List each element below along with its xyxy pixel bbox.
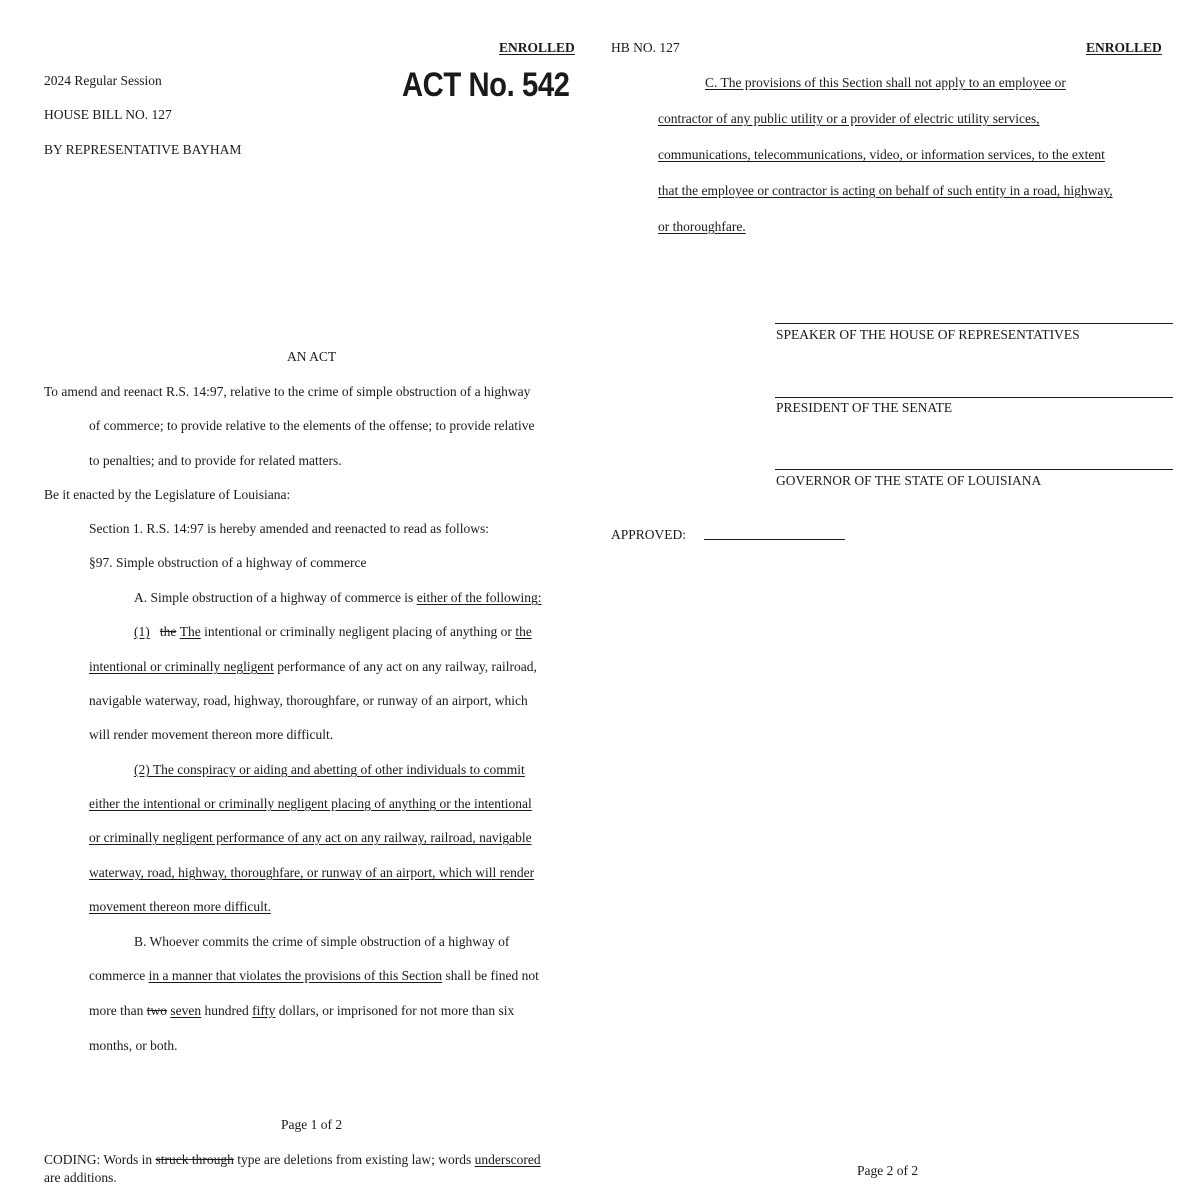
title-line-2: of commerce; to provide relative to the elements of the offense; to provide relative — [89, 418, 535, 433]
b-line-3-deleted: two — [146, 1003, 167, 1018]
p1-number: (1) — [134, 624, 150, 639]
act-number-stamp: ACT No. 542 — [402, 66, 570, 104]
enrolled-label-2: ENROLLED — [1086, 40, 1162, 55]
coding-underscored: underscored — [474, 1152, 541, 1167]
paragraph-2-line-3: or criminally negligent performance of any act on any railway, railroad, navigable — [89, 830, 532, 845]
subsection-b-line-1: B. Whoever commits the crime of simple obstruction of a highway of — [134, 934, 510, 949]
page-1-number: Page 1 of 2 — [281, 1117, 343, 1132]
president-label: PRESIDENT OF THE SENATE — [776, 400, 953, 415]
p1-added: The — [179, 624, 201, 639]
subsection-c-line-2: contractor of any public utility or a provider of electric utility services, — [658, 111, 1040, 126]
coding-note-line-2: are additions. — [44, 1170, 117, 1185]
b-line-3-added: seven — [170, 1003, 202, 1018]
subsection-a-text: A. Simple obstruction of a highway of commerce is — [134, 590, 417, 605]
paragraph-1-line-3: navigable waterway, road, highway, thoroughfare, or runway of an airport, which — [89, 693, 528, 708]
p1-line-2-added: intentional or criminally negligent — [89, 659, 274, 674]
p1-line-1-text: intentional or criminally negligent placing of anything or — [200, 624, 516, 639]
an-act-heading: AN ACT — [287, 349, 337, 364]
president-signature-line — [775, 397, 1173, 398]
subsection-c-line-5: or thoroughfare. — [658, 219, 746, 234]
paragraph-1-line-2 — [89, 659, 537, 675]
p1-deleted: the — [159, 624, 177, 639]
paragraph-2-line-5: movement thereon more difficult. — [89, 899, 271, 914]
b-line-2-added: in a manner that violates the provisions of this Section — [148, 968, 443, 983]
p1-added-2: the — [515, 624, 532, 639]
subsection-c-line-4: that the employee or contractor is acting on behalf of such entity in a road, highway, — [658, 183, 1113, 198]
coding-note — [44, 1152, 541, 1168]
title-line-1: To amend and reenact R.S. 14:97, relative to the crime of simple obstruction of a highway — [44, 384, 531, 399]
hb-number: HB NO. 127 — [611, 40, 680, 55]
subsection-b-line-4: months, or both. — [89, 1038, 178, 1053]
speaker-label: SPEAKER OF THE HOUSE OF REPRESENTATIVES — [776, 327, 1080, 342]
speaker-signature-line — [775, 323, 1173, 324]
paragraph-2-line-2: either the intentional or criminally negligent placing of anything or the intentional — [89, 796, 532, 811]
paragraph-1-line-4: will render movement thereon more difficult. — [89, 727, 334, 742]
b-line-3-text-b: hundred — [201, 1003, 253, 1018]
title-line-3: to penalties; and to provide for related matters. — [89, 453, 342, 468]
b-line-3-text-c: dollars, or imprisoned for not more than six — [275, 1003, 515, 1018]
subsection-c-line-1: C. The provisions of this Section shall not apply to an employee or — [705, 75, 1066, 90]
enacting-clause: Be it enacted by the Legislature of Louisiana: — [44, 487, 291, 502]
governor-signature-line — [775, 469, 1173, 470]
section-heading: §97. Simple obstruction of a highway of commerce — [89, 555, 367, 570]
b-line-2-text-a: commerce — [89, 968, 149, 983]
coding-text-b: type are deletions from existing law; words — [233, 1152, 475, 1167]
enrolled-label: ENROLLED — [499, 40, 575, 55]
session-label: 2024 Regular Session — [44, 73, 162, 88]
paragraph-2-line-1: (2) The conspiracy or aiding and abetting of other individuals to commit — [134, 762, 525, 777]
subsection-c-line-3: communications, telecommunications, video, or information services, to the extent — [658, 147, 1105, 162]
b-line-2-text-b: shall be fined not — [442, 968, 539, 983]
paragraph-2-line-4: waterway, road, highway, thoroughfare, or runway of an airport, which will render — [89, 865, 535, 880]
coding-text-a: CODING: Words in — [44, 1152, 156, 1167]
bill-number: HOUSE BILL NO. 127 — [44, 107, 172, 122]
bill-author: BY REPRESENTATIVE BAYHAM — [44, 142, 242, 157]
subsection-b-line-2 — [89, 968, 539, 984]
approved-label: APPROVED: — [611, 527, 687, 542]
section-1-line: Section 1. R.S. 14:97 is hereby amended and reenacted to read as follows: — [89, 521, 490, 536]
paragraph-1-line-1 — [134, 624, 532, 640]
subsection-a-added: either of the following: — [416, 590, 542, 605]
approved-date-line — [704, 539, 845, 540]
page-2-number: Page 2 of 2 — [857, 1163, 919, 1178]
b-line-3-added-2: fifty — [252, 1003, 276, 1018]
coding-struck: struck through — [155, 1152, 234, 1167]
subsection-a — [134, 590, 542, 606]
subsection-b-line-3 — [89, 1003, 514, 1019]
b-line-3-text-a: more than — [89, 1003, 147, 1018]
p1-line-2-text: performance of any act on any railway, railroad, — [273, 659, 537, 674]
governor-label: GOVERNOR OF THE STATE OF LOUISIANA — [776, 473, 1042, 488]
